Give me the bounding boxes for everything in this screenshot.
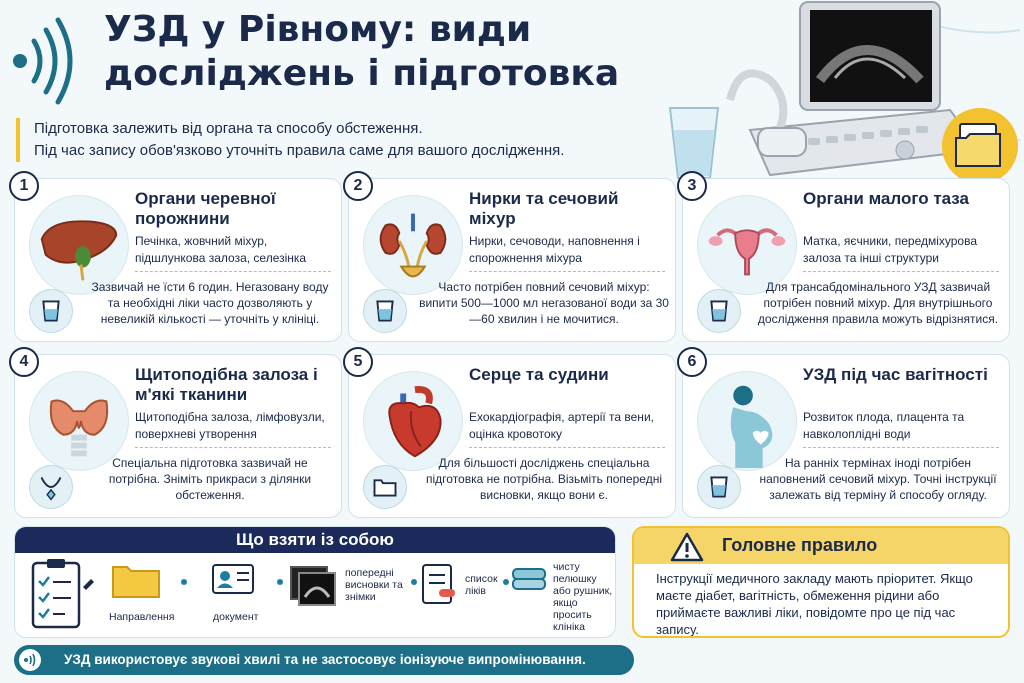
card-title: УЗД під час вагітності xyxy=(803,365,988,384)
divider xyxy=(135,271,331,272)
card-number: 6 xyxy=(677,347,707,377)
rule-text: Інструкції медичного закладу мають пріоритет. Якщо маєте діабет, вагітність, обмеження рідини або приймаєте важливі ліки, повідомте про це під час запису. xyxy=(656,571,973,637)
take-item-referral xyxy=(109,561,189,635)
water-glass-icon xyxy=(363,289,407,333)
card-title: Нирки та сечовий міхур xyxy=(469,189,619,228)
card-number: 4 xyxy=(9,347,39,377)
card-thyroid xyxy=(14,354,342,518)
take-item-label: список ліків xyxy=(465,573,498,597)
card-description: Ехокардіографія, артерії та вени, оцінка кровотоку xyxy=(469,410,654,441)
monitor-icon xyxy=(800,2,940,110)
card-number: 5 xyxy=(343,347,373,377)
necklace-icon xyxy=(29,465,73,509)
subtitle xyxy=(16,118,656,162)
card-note: Для трансабдомінального УЗД зазвичай потрібен повний міхур. Для внутрішнього дослідження правила можуть відрізнятися. xyxy=(757,280,999,326)
card-title: Органи черевної порожнини xyxy=(135,189,276,228)
take-item-label: Направлення xyxy=(109,611,175,623)
sound-waves-icon xyxy=(18,648,42,672)
separator-dot xyxy=(277,579,283,585)
separator-dot xyxy=(181,579,187,585)
separator-dot xyxy=(411,579,417,585)
panel-title: Що взяти із собою xyxy=(236,530,394,549)
divider xyxy=(469,271,665,272)
take-item-medication-list xyxy=(419,561,509,635)
towel-icon xyxy=(509,561,549,601)
water-glass-icon xyxy=(697,465,741,509)
ultrasound-probe-icon xyxy=(730,73,806,156)
take-item-document xyxy=(199,561,279,635)
card-description: Печінка, жовчний міхур, підшлункова залоза, селезінка xyxy=(135,234,307,265)
footer-text: УЗД використовує звукові хвилі та не застосовує іонізуюче випромінювання. xyxy=(64,652,586,667)
page-title: УЗД у Рівному: види досліджень і підготовка xyxy=(104,9,620,94)
card-description: Нирки, сечоводи, наповнення і спорожнення міхура xyxy=(469,234,640,265)
divider xyxy=(803,271,999,272)
divider xyxy=(135,447,331,448)
card-description: Розвиток плода, плацента та навколоплідні води xyxy=(803,410,965,441)
water-glass-icon xyxy=(697,289,741,333)
card-title: Щитоподібна залоза і м'які тканини xyxy=(135,365,318,404)
subtitle-line-1: Підготовка залежить від органа та способу обстеження. xyxy=(34,120,423,137)
sound-waves-icon xyxy=(6,16,86,106)
water-glass-icon xyxy=(29,289,73,333)
take-item-previous-results xyxy=(289,561,419,635)
folder-badge-icon xyxy=(942,108,1018,184)
subtitle-line-2: Під час запису обов'язково уточніть правила саме для вашого дослідження. xyxy=(34,142,565,159)
folder-icon xyxy=(109,561,163,601)
card-number: 2 xyxy=(343,171,373,201)
checklist-clipboard-icon xyxy=(25,557,95,635)
card-title: Органи малого таза xyxy=(803,189,969,208)
water-glass-icon xyxy=(670,108,718,178)
card-pregnancy xyxy=(682,354,1010,518)
card-note: Спеціальна підготовка зазвичай не потрібна. Зніміть прикраси з ділянки обстеження. xyxy=(108,456,312,502)
ultrasound-machine-illustration xyxy=(660,0,1024,190)
footer-banner xyxy=(14,645,634,675)
take-item-label: чисту пелюшку або рушник, якщо просить клініка xyxy=(553,561,613,633)
take-item-towel xyxy=(509,561,613,635)
card-title: Серце та судини xyxy=(469,365,609,384)
take-item-label: документ xyxy=(213,611,259,623)
card-note: Для більшості досліджень спеціальна підготовка не потрібна. Візьміть попередні висновки, якщо вони є. xyxy=(426,456,662,502)
id-card-icon xyxy=(211,561,255,597)
take-item-label: попередні висновки та знімки xyxy=(345,567,403,603)
card-note: Зазвичай не їсти 6 годин. Негазовану воду та необхідні ліки часто дозволяють у невеликій кількості — уточніть у клініці. xyxy=(91,280,329,326)
card-description: Щитоподібна залоза, лімфовузли, поверхневі утворення xyxy=(135,410,325,441)
divider xyxy=(803,447,999,448)
card-kidneys xyxy=(348,178,676,342)
card-number: 3 xyxy=(677,171,707,201)
card-description: Матка, яєчники, передміхурова залоза та інші структури xyxy=(803,234,978,265)
divider xyxy=(469,447,665,448)
warning-icon xyxy=(670,532,704,562)
medication-list-icon xyxy=(419,561,459,609)
card-note: Часто потрібен повний сечовий міхур: випити 500—1000 мл негазованої води за 30—60 хвилин і не мочитися. xyxy=(419,280,669,326)
what-to-take-panel xyxy=(14,526,616,638)
folder-icon xyxy=(363,465,407,509)
card-heart xyxy=(348,354,676,518)
card-note: На ранніх термінах іноді потрібен наповнений сечовий міхур. Точні інструкції залежать від терміну й способу огляду. xyxy=(759,456,997,502)
card-number: 1 xyxy=(9,171,39,201)
ultrasound-images-icon xyxy=(289,561,339,609)
card-pelvis xyxy=(682,178,1010,342)
card-abdomen xyxy=(14,178,342,342)
panel-title: Головне правило xyxy=(722,535,878,555)
main-rule-panel xyxy=(632,526,1010,638)
